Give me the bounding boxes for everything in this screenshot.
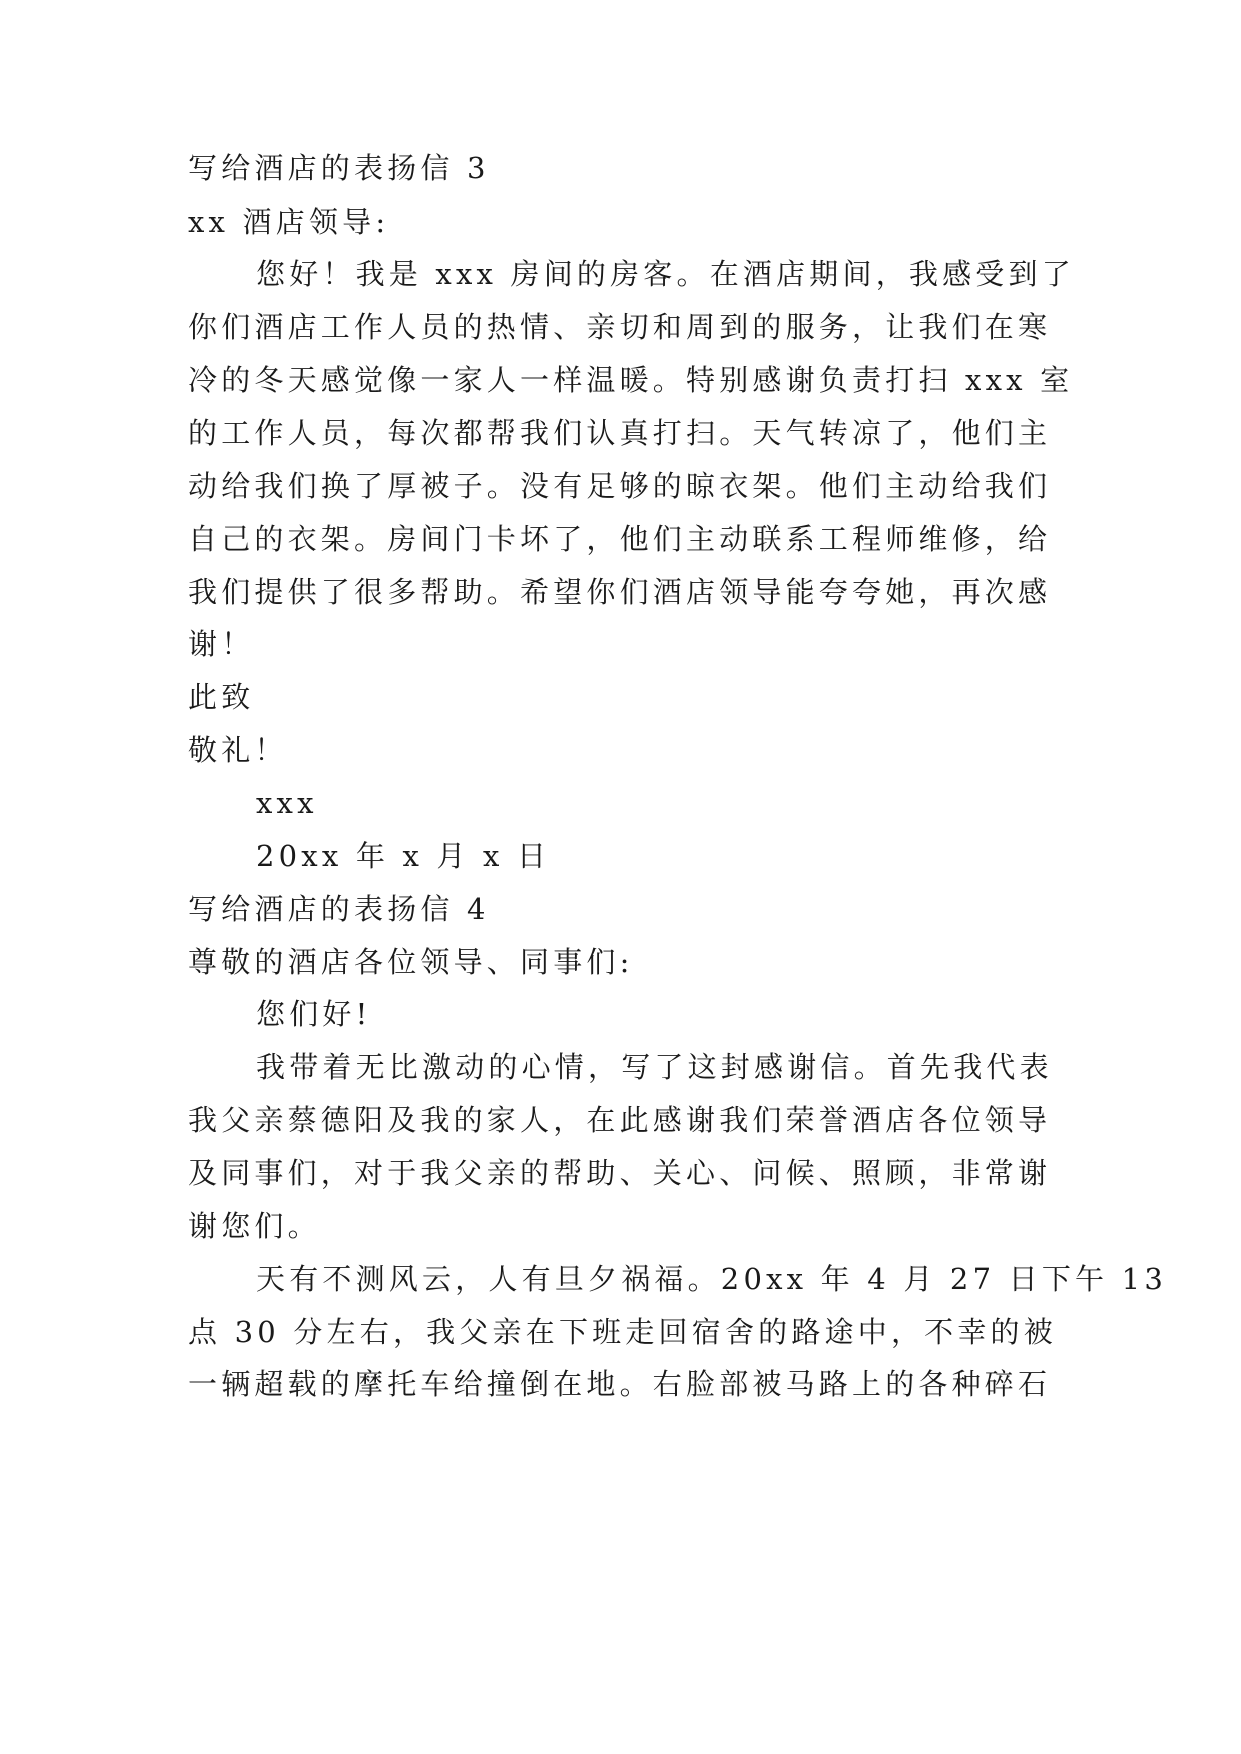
letter3-closing: 敬礼！ [188,733,288,767]
letter3-signature: xxx [256,786,318,820]
letter3-body-line: 我们提供了很多帮助。希望你们酒店领导能夸夸她，再次感 [188,575,1052,609]
letter4-body-line: 一辆超载的摩托车给撞倒在地。右脸部被马路上的各种碎石 [188,1367,1052,1401]
letter4-title: 写给酒店的表扬信 4 [188,892,490,926]
letter3-date: 20xx 年 x 月 x 日 [256,839,551,873]
letter3-closing: 此致 [188,680,255,714]
letter3-title: 写给酒店的表扬信 3 [188,151,490,185]
letter4-body-line: 我父亲蔡德阳及我的家人，在此感谢我们荣誉酒店各位领导 [188,1103,1052,1137]
letter3-body-line: 您好！我是 xxx 房间的房客。在酒店期间，我感受到了 [256,257,1075,291]
letter3-body-line: 冷的冬天感觉像一家人一样温暖。特别感谢负责打扫 xxx 室 [188,363,1074,397]
letter3-body-line: 谢！ [188,627,255,661]
letter3-body-line: 自己的衣架。房间门卡坏了，他们主动联系工程师维修，给 [188,522,1052,556]
letter3-body-line: 你们酒店工作人员的热情、亲切和周到的服务，让我们在寒 [188,310,1052,344]
letter4-body-line: 及同事们，对于我父亲的帮助、关心、问候、照顾，非常谢 [188,1156,1052,1190]
letter4-body-line: 天有不测风云，人有旦夕祸福。20xx 年 4 月 27 日下午 13 [256,1262,1167,1296]
letter3-salutation: xx 酒店领导: [188,205,390,239]
letter4-salutation: 尊敬的酒店各位领导、同事们: [188,945,634,979]
letter3-body-line: 的工作人员，每次都帮我们认真打扫。天气转凉了，他们主 [188,416,1052,450]
letter4-greeting: 您们好! [256,997,372,1031]
letter4-body-line: 点 30 分左右，我父亲在下班走回宿舍的路途中，不幸的被 [188,1315,1057,1349]
letter3-body-line: 动给我们换了厚被子。没有足够的晾衣架。他们主动给我们 [188,469,1052,503]
letter4-body-line: 我带着无比激动的心情，写了这封感谢信。首先我代表 [256,1050,1053,1084]
letter4-body-line: 谢您们。 [188,1209,321,1243]
